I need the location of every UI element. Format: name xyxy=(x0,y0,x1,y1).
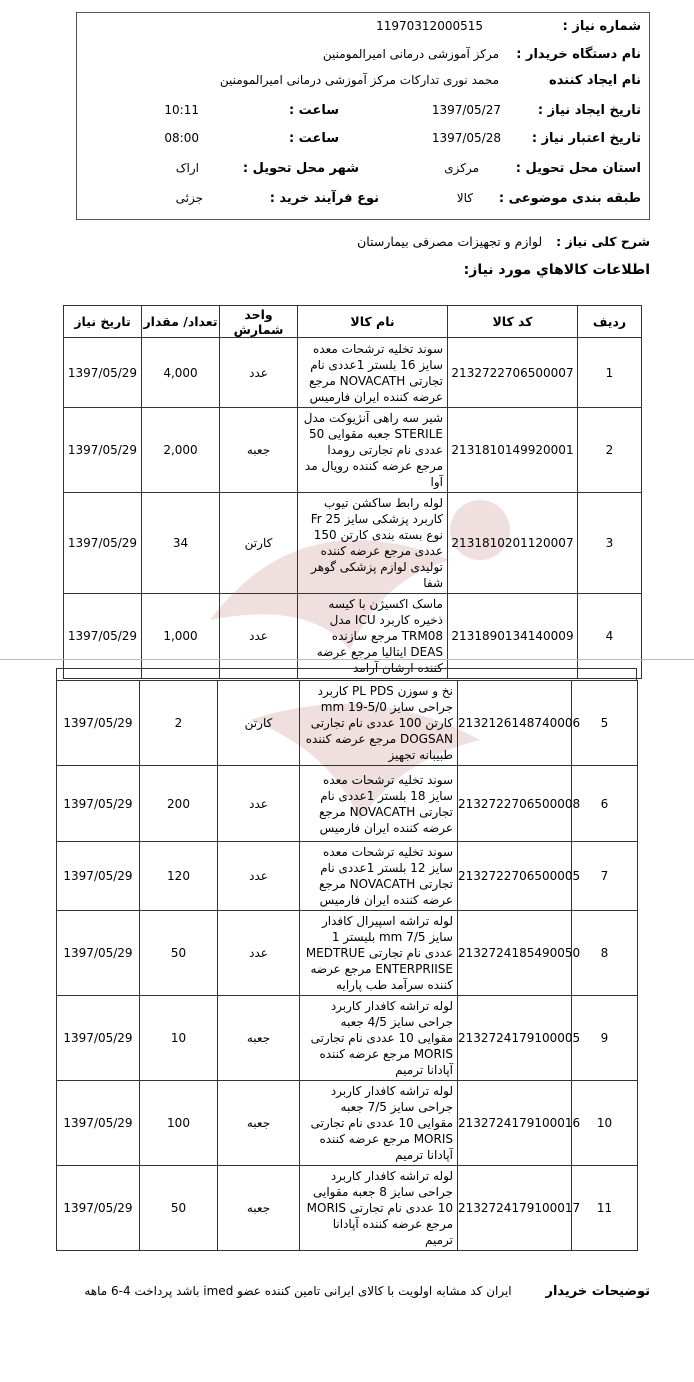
items-body-page1 xyxy=(64,338,642,679)
quantity-cell: 2 xyxy=(140,681,218,766)
buyer-row xyxy=(77,47,649,73)
need-date-cell: 1397/05/29 xyxy=(57,842,140,911)
row-number-cell: 11 xyxy=(572,1166,638,1251)
quantity-cell: 4,000 xyxy=(142,338,220,408)
need-number-row xyxy=(77,19,649,45)
item-name-cell: لوله تراشه کافدار کاربرد جراحی سایز 8 جعبه مقوایی 10 عددی نام تجارتی MORIS مرجع عرضه کننده آپادانا ترمیم xyxy=(300,1166,458,1251)
quantity-cell: 10 xyxy=(140,996,218,1081)
category-value: کالا xyxy=(456,191,473,205)
process-label: نوع فرآیند خرید : xyxy=(269,191,379,206)
row-number-cell: 5 xyxy=(572,681,638,766)
row-number-cell: 8 xyxy=(572,911,638,996)
item-name-cell: سوند تخلیه ترشحات معده سایز 16 بلستر 1عددی نام تجارتی NOVACATH مرجع عرضه کننده ایران فارمیس xyxy=(298,338,448,408)
item-code-cell: 2131810201120007 xyxy=(448,493,578,594)
table-row xyxy=(57,911,638,996)
need-date-cell: 1397/05/29 xyxy=(57,766,140,842)
item-name-cell: لوله تراشه کافدار کاربرد جراحی سایز 4/5 جعبه مقوایی 10 عددی نام تجارتی MORIS مرجع عرضه کننده آپادانا ترمیم xyxy=(300,996,458,1081)
buyer-notes xyxy=(84,1284,650,1299)
unit-cell: عدد xyxy=(218,766,300,842)
items-body-page2 xyxy=(57,681,638,1251)
col-row-header: ردیف xyxy=(578,306,642,338)
table-row xyxy=(57,766,638,842)
validity-date-label: تاریخ اعتبار نیاز : xyxy=(531,131,641,146)
city-label: شهر محل تحویل : xyxy=(242,161,359,176)
unit-cell: کارتن xyxy=(220,493,298,594)
buyer-label: نام دستگاه خریدار : xyxy=(516,47,641,62)
province-label: استان محل تحویل : xyxy=(515,161,641,176)
page-break xyxy=(0,659,694,667)
row-number-cell: 10 xyxy=(572,1081,638,1166)
need-date-cell: 1397/05/29 xyxy=(64,338,142,408)
validity-time-value: 08:00 xyxy=(164,131,199,145)
need-date-cell: 1397/05/29 xyxy=(64,594,142,679)
col-date-header: تاریخ نیاز xyxy=(64,306,142,338)
item-code-cell: 2132724179100016 xyxy=(458,1081,572,1166)
need-info-box xyxy=(76,12,650,220)
unit-cell: جعبه xyxy=(218,996,300,1081)
need-date-cell: 1397/05/29 xyxy=(57,681,140,766)
need-date-cell: 1397/05/29 xyxy=(57,996,140,1081)
item-name-cell: لوله تراشه کافدار کاربرد جراحی سایز 7/5 جعبه مقوایی 10 عددی نام تجارتی MORIS مرجع عرضه کننده آپادانا ترمیم xyxy=(300,1081,458,1166)
col-qty-header: تعداد/ مقدار xyxy=(142,306,220,338)
items-section-title: اطلاعات کالاهاي مورد نیاز: xyxy=(463,262,650,278)
row-number-cell: 6 xyxy=(572,766,638,842)
row-number-cell: 9 xyxy=(572,996,638,1081)
city-value: اراک xyxy=(175,161,199,175)
validity-date-value: 1397/05/28 xyxy=(431,131,501,145)
created-time-value: 10:11 xyxy=(164,103,199,117)
need-number-label: شماره نیاز : xyxy=(562,19,641,34)
process-value: جزئی xyxy=(175,191,203,205)
table-row xyxy=(64,338,642,408)
creator-value: محمد نوری تداركات مركز آموزشی درمانی امیرالمومنین xyxy=(219,73,499,87)
item-code-cell: 2132722706500005 xyxy=(458,842,572,911)
need-date-cell: 1397/05/29 xyxy=(57,911,140,996)
item-code-cell: 2132724179100017 xyxy=(458,1166,572,1251)
items-table-page1 xyxy=(63,305,642,679)
item-code-cell: 2132724179100005 xyxy=(458,996,572,1081)
item-name-cell: سوند تخلیه ترشحات معده سایز 12 بلستر 1عددی نام تجارتی NOVACATH مرجع عرضه کننده ایران فارمیس xyxy=(300,842,458,911)
need-date-cell: 1397/05/29 xyxy=(57,1166,140,1251)
quantity-cell: 34 xyxy=(142,493,220,594)
validity-date-row xyxy=(77,131,649,157)
unit-cell: عدد xyxy=(218,842,300,911)
row-number-cell: 1 xyxy=(578,338,642,408)
item-code-cell: 2132722706500008 xyxy=(458,766,572,842)
general-description xyxy=(357,234,650,249)
created-date-label: تاریخ ایجاد نیاز : xyxy=(537,103,641,118)
quantity-cell: 50 xyxy=(140,911,218,996)
created-time-label: ساعت : xyxy=(288,103,339,118)
row-number-cell: 2 xyxy=(578,408,642,493)
item-name-cell: لوله رابط ساکشن تیوب کاربرد پزشکی سایز Fr 25 نوع بسته بندی کارتن 150 عددی مرجع عرضه کننده تولیدی لوازم پزشکی گوهر شفا xyxy=(298,493,448,594)
item-name-cell: سوند تخلیه ترشحات معده سایز 18 بلستر 1عددی نام تجارتی NOVACATH مرجع عرضه کننده ایران فارمیس xyxy=(300,766,458,842)
item-name-cell: شیر سه راهی آنژیوکت مدل STERILE جعبه مقوایی 50 عددی نام تجارتی رومدا مرجع عرضه کننده رویال مد آوا xyxy=(298,408,448,493)
table-row xyxy=(64,493,642,594)
unit-cell: جعبه xyxy=(220,408,298,493)
item-code-cell: 2132724185490050 xyxy=(458,911,572,996)
unit-cell: عدد xyxy=(220,338,298,408)
unit-cell: جعبه xyxy=(218,1166,300,1251)
row-number-cell: 3 xyxy=(578,493,642,594)
row-number-cell: 7 xyxy=(572,842,638,911)
table-row xyxy=(57,1081,638,1166)
unit-cell: عدد xyxy=(220,594,298,679)
item-name-cell: نخ و سوزن PL PDS کاربرد جراحی سایز mm 19-5/0 کارتن 100 عددی نام تجارتی DOGSAN مرجع عرضه کننده طبیبانه تجهیز xyxy=(300,681,458,766)
item-code-cell: 2131810149920001 xyxy=(448,408,578,493)
need-date-cell: 1397/05/29 xyxy=(64,493,142,594)
quantity-cell: 200 xyxy=(140,766,218,842)
unit-cell: جعبه xyxy=(218,1081,300,1166)
table-row xyxy=(64,408,642,493)
province-row xyxy=(77,161,649,187)
buyer-value: مرکز آموزشی درمانی امیرالمومنین xyxy=(322,47,499,61)
buyer-notes-label: توضیحات خریدار xyxy=(545,1284,650,1299)
table-header-row xyxy=(64,306,642,338)
items-table-page2 xyxy=(56,680,638,1251)
item-name-cell: ماسک اکسیژن با کیسه ذخیره کاربرد ICU مدل TRM08 مرجع سازنده DEAS ایتالیا مرجع عرضه کننده ارشان آرامد xyxy=(298,594,448,679)
table-row xyxy=(57,681,638,766)
description-value: لوازم و تجهیزات مصرفی بیمارستان xyxy=(357,234,543,249)
item-code-cell: 2131890134140009 xyxy=(448,594,578,679)
province-value: مرکزی xyxy=(444,161,479,175)
buyer-notes-text: ایران کد مشابه اولویت با کالای ایرانی تامین کننده عضو imed باشد پرداخت 4-6 ماهه xyxy=(84,1284,512,1298)
row-number-cell: 4 xyxy=(578,594,642,679)
table-row xyxy=(57,996,638,1081)
unit-cell: عدد xyxy=(218,911,300,996)
quantity-cell: 120 xyxy=(140,842,218,911)
quantity-cell: 1,000 xyxy=(142,594,220,679)
quantity-cell: 100 xyxy=(140,1081,218,1166)
item-code-cell: 2132722706500007 xyxy=(448,338,578,408)
item-code-cell: 2132126148740006 xyxy=(458,681,572,766)
category-label: طبقه بندی موضوعی : xyxy=(498,191,641,206)
validity-time-label: ساعت : xyxy=(288,131,339,146)
description-label: شرح کلی نیاز : xyxy=(556,234,650,249)
cut-table-header xyxy=(56,668,637,680)
need-number-value: 11970312000515 xyxy=(376,19,483,33)
category-row xyxy=(77,191,649,217)
creator-label: نام ایجاد کننده xyxy=(549,73,641,88)
col-unit-header: واحد شمارش xyxy=(220,306,298,338)
table-row xyxy=(57,1166,638,1251)
item-name-cell: لوله تراشه اسپیرال کافدار سایز mm 7/5 بلیستر 1 عددی نام تجارتی MEDTRUE ENTERPRIISE مرجع عرضه کننده سرآمد طب پارایه xyxy=(300,911,458,996)
created-date-row xyxy=(77,103,649,129)
created-date-value: 1397/05/27 xyxy=(431,103,501,117)
quantity-cell: 2,000 xyxy=(142,408,220,493)
col-code-header: کد کالا xyxy=(448,306,578,338)
quantity-cell: 50 xyxy=(140,1166,218,1251)
need-date-cell: 1397/05/29 xyxy=(57,1081,140,1166)
need-date-cell: 1397/05/29 xyxy=(64,408,142,493)
unit-cell: کارتن xyxy=(218,681,300,766)
col-name-header: نام کالا xyxy=(298,306,448,338)
creator-row xyxy=(77,73,649,99)
table-row xyxy=(57,842,638,911)
